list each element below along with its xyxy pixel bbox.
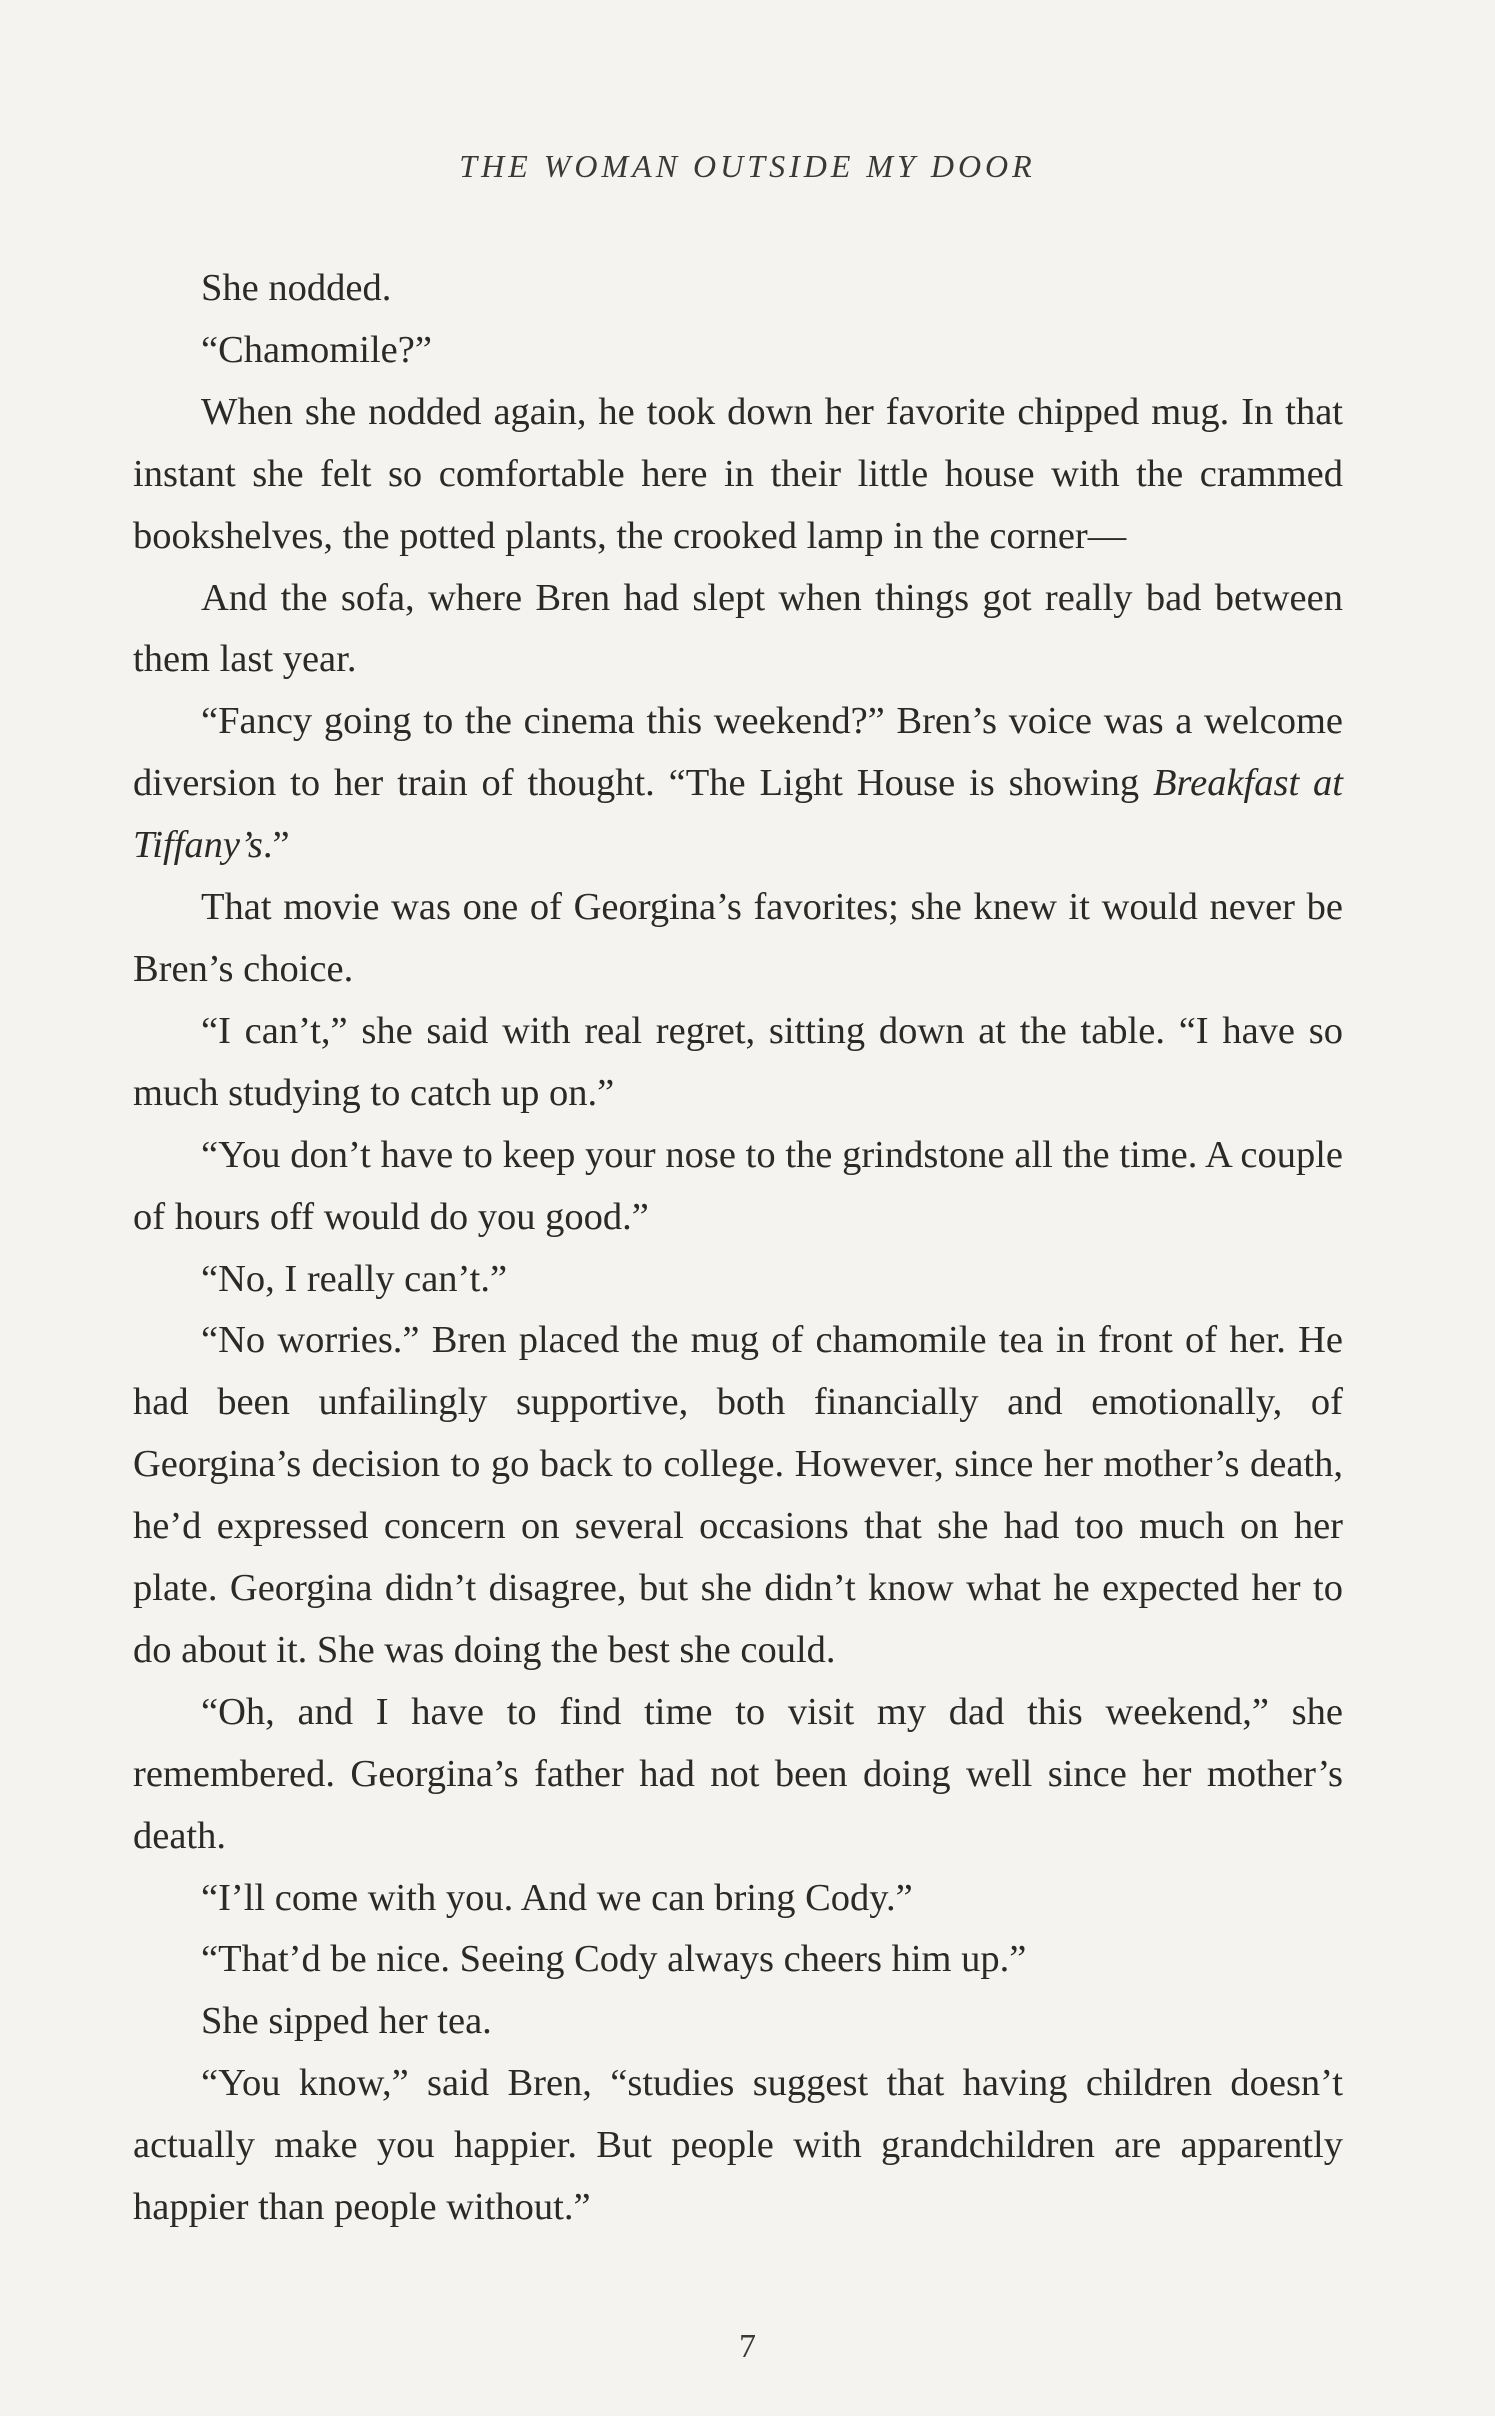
paragraph: “You don’t have to keep your nose to the grindstone all the time. A couple of hours off would do you good.”	[133, 1133, 1343, 1238]
page-number: 7	[739, 2328, 756, 2365]
paragraph: “Fancy going to the cinema this weekend?” Bren’s voice was a welcome diversion to her train of thought. “The Light House is showing Breakfast at Tiffany’s.”	[133, 700, 1343, 867]
paragraph: She sipped her tea.	[201, 2000, 492, 2043]
paragraph: When she nodded again, he took down her favorite chipped mug. In that instant she felt so comfortable here in their little house with the crammed bookshelves, the potted plants, the crooked lamp in the corner—	[133, 390, 1343, 557]
paragraph: “No, I really can’t.”	[201, 1257, 508, 1300]
paragraph: And the sofa, where Bren had slept when things got really bad between them last year.	[133, 576, 1343, 681]
paragraph: That movie was one of Georgina’s favorites; she knew it would never be Bren’s choice.	[133, 886, 1343, 990]
paragraph: “Oh, and I have to find time to visit my dad this weekend,” she remembered. Georgina’s father had not been doing well since her mother’s death.	[133, 1690, 1343, 1857]
paragraph: “You know,” said Bren, “studies suggest that having children doesn’t actually make you happier. But people with grandchildren are apparently happier than people without.”	[133, 2062, 1343, 2229]
running-header: THE WOMAN OUTSIDE MY DOOR	[459, 148, 1036, 184]
paragraph: “I can’t,” she said with real regret, sitting down at the table. “I have so much studying to catch up on.”	[133, 1009, 1343, 1114]
paragraph: She nodded.	[201, 267, 392, 309]
paragraph: “That’d be nice. Seeing Cody always cheers him up.”	[201, 1938, 1027, 1981]
body-text	[133, 258, 1343, 2239]
paragraph: “I’ll come with you. And we can bring Cody.”	[201, 1876, 913, 1919]
film-title: Breakfast at Tiffany’s	[133, 762, 1343, 867]
paragraph: “Chamomile?”	[201, 328, 432, 371]
paragraph: “No worries.” Bren placed the mug of chamomile tea in front of her. He had been unfailingly supportive, both financially and emotionally, of Georgina’s decision to go back to college. However, since her mother’s death, he’d expressed concern on several occasions that she had too much on her plate. Georgina didn’t disagree, but she didn’t know what he expected her to do about it. She was doing the best she could.	[133, 1319, 1343, 1671]
